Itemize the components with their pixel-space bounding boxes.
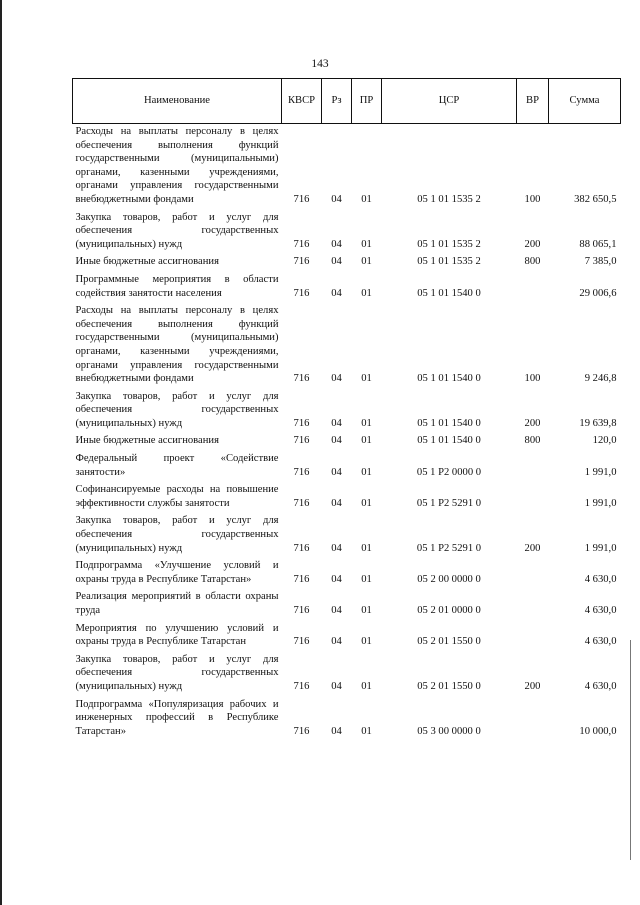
cell-rz: 04 [331,287,342,299]
cell-name: Закупка товаров, работ и услуг для обеспечения государственных (муниципальных) нужд [75,211,279,250]
cell-kvsr: 716 [293,287,310,299]
cell-name: Иные бюджетные ассигнования [75,256,219,268]
table-row [73,451,621,482]
table-row [73,589,621,620]
cell-kvsr: 716 [293,193,310,205]
cell-pr: 01 [361,542,372,554]
cell-rz: 04 [331,497,342,509]
cell-vr: 200 [524,542,541,554]
cell-vr: 200 [524,680,541,692]
table-row [73,513,621,558]
cell-name: Иные бюджетные ассигнования [75,435,219,447]
cell-name: Реализация мероприятий в области охраны труда [75,591,279,616]
table-header-row [73,79,621,124]
cell-name: Закупка товаров, работ и услуг для обеспечения государственных (муниципальных) нужд [75,515,279,554]
cell-rz: 04 [331,466,342,478]
table-row [73,558,621,589]
cell-csr: 05 1 Р2 0000 0 [416,466,482,478]
cell-sum: 4 630,0 [584,680,617,692]
cell-csr: 05 1 01 1535 2 [417,193,481,205]
cell-pr: 01 [361,193,372,205]
cell-sum: 4 630,0 [584,636,617,648]
cell-rz: 04 [331,435,342,447]
cell-csr: 05 2 01 1550 0 [417,680,481,692]
cell-csr: 05 1 01 1535 2 [417,238,481,250]
cell-kvsr: 716 [293,373,310,385]
cell-sum: 19 639,8 [579,417,617,429]
table-row [73,652,621,697]
cell-sum: 4 630,0 [584,573,617,585]
page-number: 143 [311,58,329,70]
table-row [73,621,621,652]
cell-csr: 05 2 01 0000 0 [417,605,481,616]
table-row [73,389,621,434]
cell-rz: 04 [331,417,342,429]
table-body [73,124,621,742]
cell-sum: 9 246,8 [584,373,617,385]
table-row [73,303,621,389]
cell-vr: 100 [524,193,541,205]
cell-kvsr: 716 [293,542,310,554]
cell-vr: 200 [524,417,541,429]
table-row [73,433,621,451]
cell-csr: 05 3 00 0000 0 [417,725,481,737]
table-row [73,254,621,272]
cell-sum: 1 991,0 [584,466,617,478]
cell-name: Закупка товаров, работ и услуг для обеспечения государственных (муниципальных) нужд [75,653,279,692]
cell-rz: 04 [331,605,342,616]
cell-pr: 01 [361,417,372,429]
cell-sum: 88 065,1 [579,238,617,250]
budget-table [72,78,621,741]
table-row [73,482,621,513]
cell-rz: 04 [331,256,342,268]
cell-kvsr: 716 [293,417,310,429]
cell-name: Федеральный проект «Содействие занятости» [75,453,279,478]
cell-csr: 05 1 Р2 5291 0 [416,497,482,509]
cell-kvsr: 716 [293,238,310,250]
cell-sum: 7 385,0 [584,256,617,268]
cell-csr: 05 1 01 1540 0 [417,373,481,385]
header-kvsr: КВСР [282,79,322,124]
cell-csr: 05 1 Р2 5291 0 [416,542,482,554]
cell-pr: 01 [361,466,372,478]
header-vr: ВР [517,79,549,124]
cell-pr: 01 [361,636,372,648]
cell-rz: 04 [331,636,342,648]
scan-mark [630,640,631,860]
cell-vr [517,482,549,513]
cell-csr: 05 1 01 1540 0 [417,417,481,429]
cell-rz: 04 [331,193,342,205]
cell-kvsr: 716 [293,435,310,447]
cell-vr: 200 [524,238,541,250]
cell-pr: 01 [361,497,372,509]
table-row [73,272,621,303]
cell-kvsr: 716 [293,636,310,648]
cell-kvsr: 716 [293,497,310,509]
cell-vr [517,451,549,482]
cell-sum: 29 006,6 [579,287,617,299]
cell-kvsr: 716 [293,725,310,737]
cell-kvsr: 716 [293,680,310,692]
cell-vr: 100 [524,373,541,385]
cell-csr: 05 2 00 0000 0 [417,573,481,585]
cell-vr: 800 [524,435,541,447]
cell-vr [517,558,549,589]
cell-vr [517,621,549,652]
cell-vr [517,272,549,303]
cell-csr: 05 2 01 1550 0 [417,636,481,648]
cell-name: Расходы на выплаты персоналу в целях обеспечения выполнения функций государственными (муниципальными) органами, казенными учреждениями, органами управления государственными внебюджетными фондами [75,126,279,205]
cell-kvsr: 716 [293,466,310,478]
cell-rz: 04 [331,725,342,737]
cell-rz: 04 [331,373,342,385]
cell-kvsr: 716 [293,573,310,585]
cell-rz: 04 [331,238,342,250]
cell-pr: 01 [361,573,372,585]
scan-edge [0,0,2,905]
cell-pr: 01 [361,287,372,299]
table-row [73,210,621,255]
header-sum: Сумма [549,79,621,124]
cell-vr [517,697,549,742]
cell-sum: 10 000,0 [579,725,617,737]
cell-rz: 04 [331,573,342,585]
cell-sum: 4 630,0 [584,605,617,616]
cell-csr: 05 1 01 1540 0 [417,435,481,447]
cell-kvsr: 716 [293,256,310,268]
cell-sum: 1 991,0 [584,542,617,554]
cell-pr: 01 [361,238,372,250]
cell-pr: 01 [361,256,372,268]
cell-sum: 382 650,5 [574,193,617,205]
cell-pr: 01 [361,373,372,385]
cell-name: Подпрограмма «Популяризация рабочих и инженерных профессий в Республике Татарстан» [75,698,279,737]
cell-vr: 800 [524,256,541,268]
cell-name: Расходы на выплаты персоналу в целях обеспечения выполнения функций государственными (муниципальными) органами, казенными учреждениями, органами управления государственными внебюджетными фондами [75,305,279,385]
cell-rz: 04 [331,680,342,692]
cell-sum: 120,0 [592,435,617,447]
cell-pr: 01 [361,605,372,616]
header-name: Наименование [73,79,282,124]
table-row [73,697,621,742]
cell-pr: 01 [361,435,372,447]
cell-pr: 01 [361,725,372,737]
cell-pr: 01 [361,680,372,692]
header-pr: ПР [352,79,382,124]
cell-name: Программные мероприятия в области содействия занятости населения [75,273,279,299]
header-csr: ЦСР [382,79,517,124]
cell-name: Подпрограмма «Улучшение условий и охраны труда в Республике Татарстан» [75,560,279,585]
cell-name: Софинансируемые расходы на повышение эффективности службы занятости [75,484,279,509]
cell-sum: 1 991,0 [584,497,617,509]
cell-vr [517,589,549,620]
cell-csr: 05 1 01 1540 0 [417,287,481,299]
cell-csr: 05 1 01 1535 2 [417,256,481,268]
cell-name: Мероприятия по улучшению условий и охраны труда в Республике Татарстан [75,622,279,648]
cell-kvsr: 716 [293,605,310,616]
header-rz: Рз [322,79,352,124]
table-row [73,124,621,210]
cell-rz: 04 [331,542,342,554]
cell-name: Закупка товаров, работ и услуг для обеспечения государственных (муниципальных) нужд [75,390,279,429]
